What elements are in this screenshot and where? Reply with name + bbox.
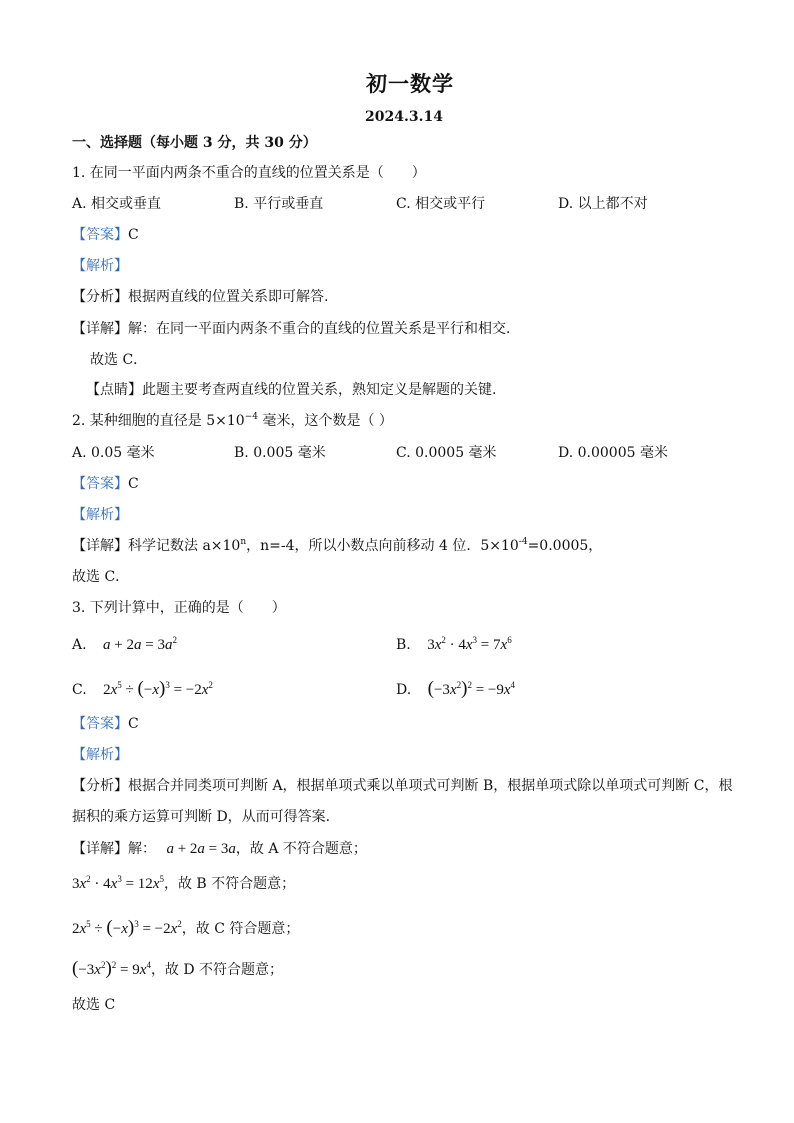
q3-step-c-formula: $2x^5 \div (-x)^3 = -2x^2$ xyxy=(72,917,182,938)
exam-date: 2024.3.14 xyxy=(365,109,443,125)
q1-option-a: A. 相交或垂直 xyxy=(72,196,162,212)
answer-label: 【答案】 xyxy=(72,227,128,243)
question-1-stem: 1. 在同一平面内两条不重合的直线的位置关系是（ ） xyxy=(72,165,426,181)
q1-dianjing-line xyxy=(86,383,496,397)
fenxi-label: 【分析】 xyxy=(72,778,128,794)
q3-step-b-formula: $3x^2 \cdot 4x^3 = 12x^5$ xyxy=(72,874,164,892)
q3-choose: 故选 C xyxy=(72,997,116,1013)
q3-fenxi-line-2: 据积的乘方运算可判断 D，从而可得答案． xyxy=(72,809,340,825)
xiangjie-label: 【详解】 xyxy=(72,538,128,554)
q3-step-a-formula: a + 2a = 3a xyxy=(166,841,236,857)
q1-option-b: B. 平行或垂直 xyxy=(234,196,324,212)
q1-answer-value: C xyxy=(128,227,139,243)
section-heading: 一、选择题（每小题 3 分，共 30 分） xyxy=(72,135,317,151)
q2-xiangjie-part-b: ，n=-4，所以小数点向前移动 4 位．5×10 xyxy=(246,538,519,554)
q3-xiangjie-line-d xyxy=(72,959,283,978)
q1-fenxi-text: 根据两直线的位置关系即可解答. xyxy=(128,289,329,305)
q1-dianjing-text: 此题主要考查两直线的位置关系，熟知定义是解题的关键. xyxy=(142,382,497,398)
q3-answer-value: C xyxy=(128,716,139,732)
q3-xiangjie-line-b xyxy=(72,874,296,892)
question-3-stem: 3. 下列计算中，正确的是（ ） xyxy=(72,600,286,616)
q2-option-a: A. 0.05 毫米 xyxy=(72,445,155,461)
q3-step-d-comment: ，故 D 不符合题意； xyxy=(150,962,284,978)
q1-fenxi-line xyxy=(72,290,328,304)
q3-step-c-comment: ，故 C 符合题意； xyxy=(181,921,300,937)
q2-xiangjie-exp-2: -4 xyxy=(518,537,528,547)
q2-analysis-label: 【解析】 xyxy=(72,507,128,523)
q1-option-d: D. 以上都不对 xyxy=(558,196,648,212)
q3-option-b-letter: B. xyxy=(396,637,411,653)
q3-option-c-letter: C. xyxy=(72,682,87,698)
q2-xiangjie-part-a: 科学记数法 a×10 xyxy=(128,538,241,554)
q2-choose: 故选 C． xyxy=(72,569,130,585)
page-title: 初一数学 xyxy=(366,71,454,96)
q3-option-d xyxy=(396,679,515,698)
q3-step-d-formula: $(-3x^2)^2 = 9x^4$ xyxy=(72,958,151,979)
q3-xiangjie-line-a xyxy=(72,842,367,857)
q2-xiangjie-part-c: =0.0005， xyxy=(527,538,603,554)
q3-fenxi-text-1: 根据合并同类项可判断 A，根据单项式乘以单项式可判断 B，根据单项式除以单项式可判断 C，根 xyxy=(128,778,733,794)
q3-option-d-formula: $(-3x^2)^2 = -9x^4$ xyxy=(427,678,516,699)
q2-answer-line xyxy=(72,477,139,491)
q2-xiangjie-line xyxy=(72,539,602,553)
q3-option-a-formula: $a + 2a = 3a^2$ xyxy=(103,635,177,653)
dianjing-label: 【点睛】 xyxy=(86,382,142,398)
xiangjie-label: 【详解】 xyxy=(72,321,128,337)
q2-option-c: C. 0.0005 毫米 xyxy=(396,445,497,461)
q2-stem-before: 2. 某种细胞的直径是 5×10 xyxy=(72,413,245,429)
q3-option-c-formula: $2x^5 \div (-x)^3 = -2x^2$ xyxy=(103,678,213,699)
q2-xiangjie-exp-1: n xyxy=(240,537,247,547)
q3-step-b-comment: ，故 B 不符合题意； xyxy=(163,876,296,892)
q2-answer-value: C xyxy=(128,476,139,492)
q3-option-d-letter: D. xyxy=(396,682,412,698)
question-2-stem xyxy=(72,414,393,428)
q3-option-a-letter: A. xyxy=(72,637,87,653)
q1-analysis-label: 【解析】 xyxy=(72,258,128,274)
q2-stem-after: 毫米，这个数是（ ） xyxy=(258,413,393,429)
answer-label: 【答案】 xyxy=(72,716,128,732)
q2-stem-exponent: −4 xyxy=(244,412,258,422)
fenxi-label: 【分析】 xyxy=(72,289,128,305)
q3-option-b xyxy=(396,635,512,653)
q2-option-b: B. 0.005 毫米 xyxy=(234,445,326,461)
q3-step-a-comment: ，故 A 不符合题意； xyxy=(235,841,367,857)
q1-option-c: C. 相交或平行 xyxy=(396,196,486,212)
q1-choose: 故选 C． xyxy=(90,352,148,368)
answer-label: 【答案】 xyxy=(72,476,128,492)
q3-answer-line xyxy=(72,717,139,731)
q3-option-a xyxy=(72,635,177,653)
q3-option-c xyxy=(72,679,213,698)
q1-xiangjie-line xyxy=(72,322,520,336)
q3-analysis-label: 【解析】 xyxy=(72,747,128,763)
q3-xiangjie-line-c xyxy=(72,918,299,937)
q1-xiangjie-text: 解：在同一平面内两条不重合的直线的位置关系是平行和相交． xyxy=(128,321,520,337)
q2-option-d: D. 0.00005 毫米 xyxy=(558,445,668,461)
q3-xiangjie-lead: 解： xyxy=(128,841,156,857)
q3-fenxi-line-1 xyxy=(72,779,732,793)
q1-answer-line xyxy=(72,228,139,242)
q3-option-b-formula: $3x^2 \cdot 4x^3 = 7x^6$ xyxy=(427,635,512,653)
xiangjie-label: 【详解】 xyxy=(72,841,128,857)
